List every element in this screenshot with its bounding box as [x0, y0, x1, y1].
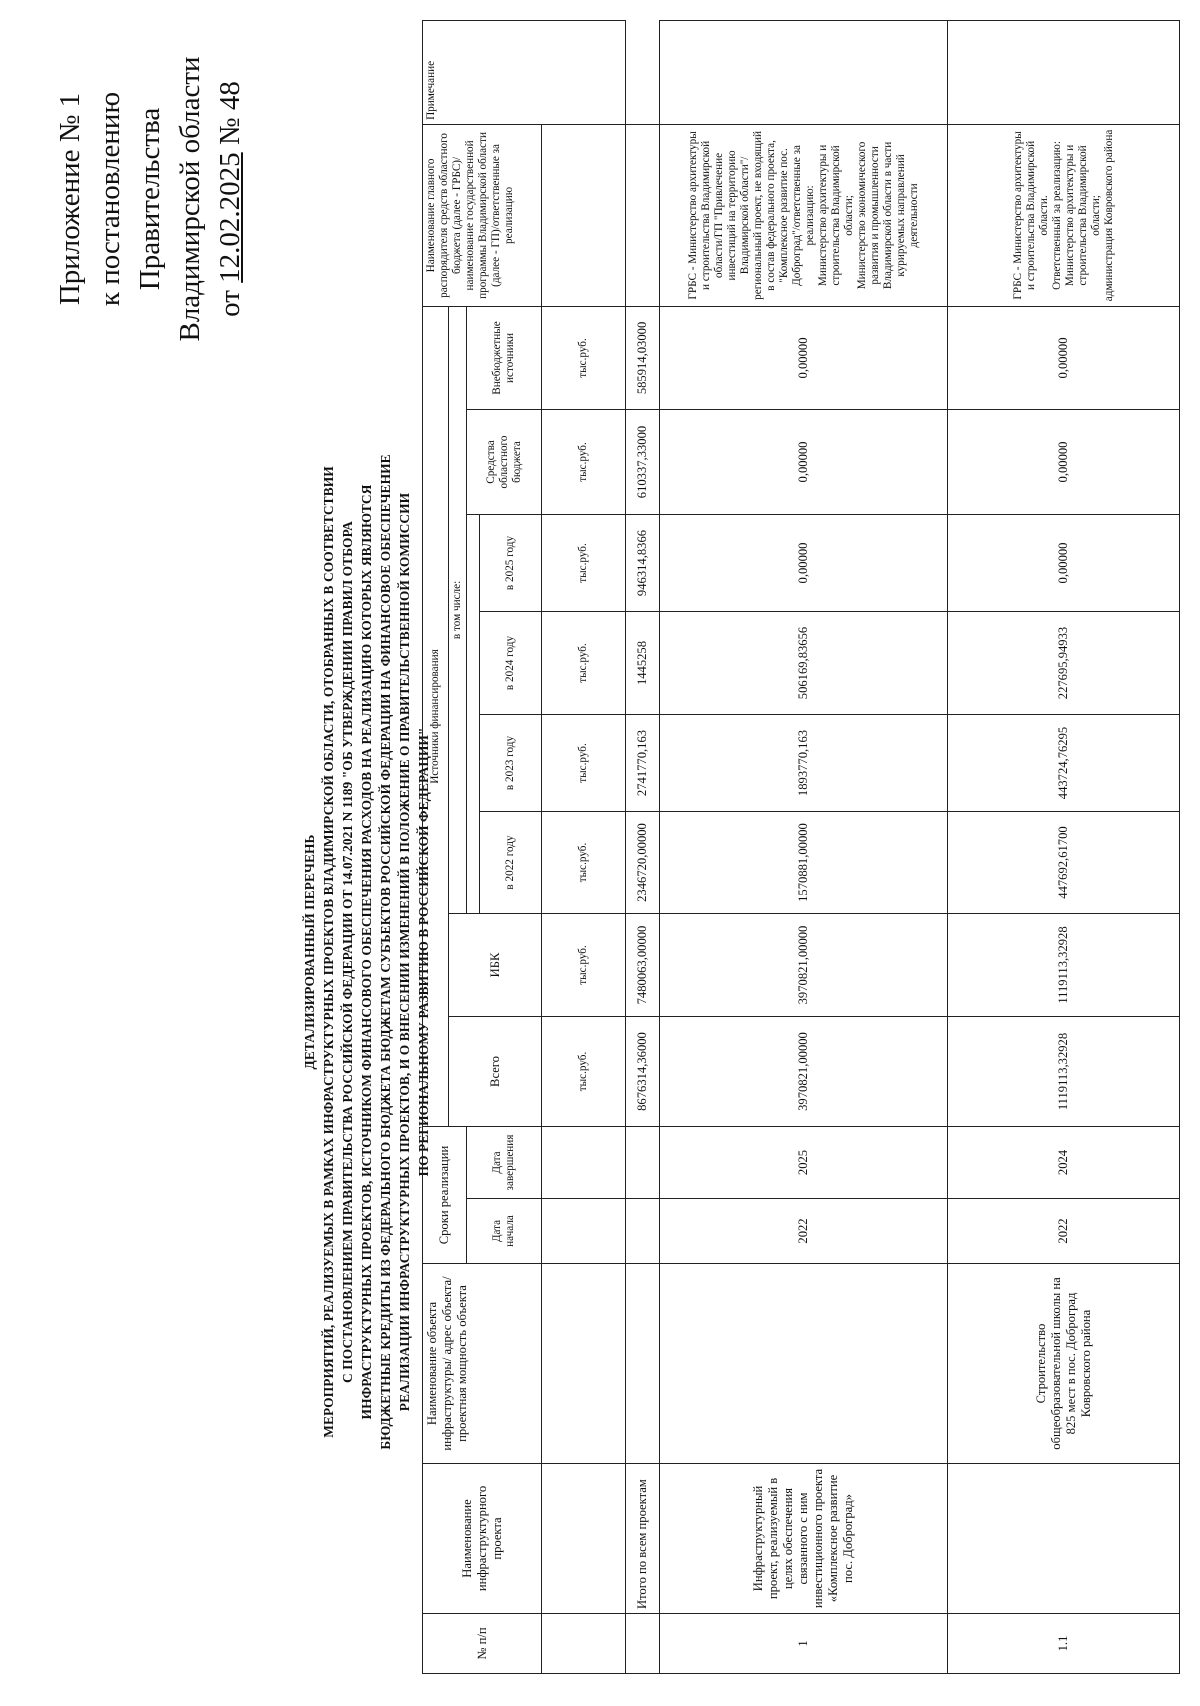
row11-ibk: 1119113,32928 — [948, 914, 1180, 1017]
unit-regional: тыс.руб. — [542, 410, 626, 515]
row1-total: 3970821,00000 — [660, 1017, 948, 1127]
row11-project — [948, 1464, 1180, 1614]
total-num — [626, 1614, 660, 1674]
row11-extra: 0,00000 — [948, 306, 1180, 409]
row11-note — [948, 20, 1180, 124]
row11-end: 2024 — [948, 1127, 1180, 1199]
units-row — [542, 20, 626, 1673]
header-ibk: ИБК — [449, 914, 542, 1017]
header-terms: Сроки реализации — [423, 1127, 467, 1264]
row1-grbs — [660, 124, 948, 306]
unit-2024: тыс.руб. — [542, 612, 626, 715]
row1-2022: 1570881,00000 — [660, 812, 948, 914]
financing-table — [422, 20, 1180, 1674]
header-start: Дата начала — [467, 1199, 542, 1264]
appendix-number-suffix: № 48 — [214, 81, 246, 153]
header-2025: в 2025 году — [480, 515, 542, 612]
header-sources: Источники финансирования — [423, 306, 449, 1126]
project-row-1 — [660, 20, 948, 1673]
row11-total: 1119113,32928 — [948, 1017, 1180, 1127]
title-line: БЮДЖЕТНЫЕ КРЕДИТЫ ИЗ ФЕДЕРАЛЬНОГО БЮДЖЕТА БЮДЖЕТАМ СУБЪЕКТОВ РОССИЙСКОЙ ФЕДЕРАЦИИ НА ФИНАНСОВОЕ ОБЕСПЕЧЕНИЕ — [378, 454, 393, 1450]
unit-extra: тыс.руб. — [542, 306, 626, 409]
row1-project: Инфраструктурный проект, реализуемый в целях обеспечения связанного с ним инвестиционного проекта «Комплексное развитие пос. Доброград» — [660, 1464, 948, 1614]
title-line: С ПОСТАНОВЛЕНИЕМ ПРАВИТЕЛЬСТВА РОССИЙСКОЙ ФЕДЕРАЦИИ ОТ 14.07.2021 N 1189 "ОБ УТВЕРЖДЕНИИ ПРАВИЛ ОТБОРА — [340, 521, 355, 1383]
row11-2024: 227695,94933 — [948, 612, 1180, 715]
total-label: Итого по всем проектам — [626, 1464, 660, 1614]
row11-object: Строительство общеобразовательной школы на 825 мест в пос. Доброград Ковровского района — [948, 1264, 1180, 1464]
header-total: Всего — [449, 1017, 542, 1127]
header-regional: Средства областного бюджета — [467, 410, 542, 515]
appendix-block — [50, 44, 250, 354]
title-line: ИНФРАСТРУКТУРНЫХ ПРОЕКТОВ, ИСТОЧНИКОМ ФИНАНСОВОГО ОБЕСПЕЧЕНИЯ РАСХОДОВ НА РЕАЛИЗАЦИЮ КОТОРЫХ ЯВЛЯЮТСЯ — [359, 484, 374, 1420]
unit-total: тыс.руб. — [542, 1017, 626, 1127]
total-regional: 610337,33000 — [626, 410, 660, 515]
row11-grbs-line: администрация Ковровского района — [1102, 129, 1115, 302]
appendix-date-line — [210, 44, 250, 354]
header-incl: в том числе: — [449, 306, 467, 913]
header-2023: в 2023 году — [480, 715, 542, 812]
header-project: Наименование инфраструктурного проекта — [423, 1464, 542, 1614]
header-years-spacer — [467, 515, 480, 914]
title-line: ДЕТАЛИЗИРОВАННЫЙ ПЕРЕЧЕНЬ — [302, 834, 317, 1070]
units-empty — [542, 1614, 626, 1674]
header-2022: в 2022 году — [480, 812, 542, 914]
appendix-date-prefix: от — [214, 282, 246, 317]
title-line: РЕАЛИЗАЦИИ ИНФРАСТРУКТУРНЫХ ПРОЕКТОВ, И О ВНЕСЕНИИ ИЗМЕНЕНИЙ В ПОЛОЖЕНИЕ О ПРАВИТЕЛЬСТВЕННОЙ КОМИССИИ — [397, 492, 412, 1412]
total-row — [626, 20, 660, 1673]
total-grbs — [626, 124, 660, 306]
row11-2023: 443724,76295 — [948, 715, 1180, 812]
unit-2025: тыс.руб. — [542, 515, 626, 612]
appendix-resolution: к постановлению Правительства — [94, 91, 166, 307]
total-start — [626, 1199, 660, 1264]
row1-ibk: 3970821,00000 — [660, 914, 948, 1017]
row11-start: 2022 — [948, 1199, 1180, 1264]
title-line: МЕРОПРИЯТИЙ, РЕАЛИЗУЕМЫХ В РАМКАХ ИНФРАСТРУКТУРНЫХ ПРОЕКТОВ ВЛАДИМИРСКОЙ ОБЛАСТИ, ОТОБРАННЫХ В СООТВЕТСТВИИ — [321, 466, 336, 1438]
row11-grbs-line: Ответственный за реализацию: Министерство архитектуры и строительства Владимирской области; — [1050, 141, 1102, 290]
total-sum: 8676314,36000 — [626, 1017, 660, 1127]
row11-2022: 447692,61700 — [948, 812, 1180, 914]
unit-2023: тыс.руб. — [542, 715, 626, 812]
unit-ibk: тыс.руб. — [542, 914, 626, 1017]
units-empty — [542, 1264, 626, 1464]
row1-grbs-line: ГРБС - Министерство архитектуры и строительства Владимирской области/ГП "Привлечение инвестиций на территорию Владимирской области"/региональный проект, не входящий в состав федерального проекта, "Комплексное развитие пос. Доброград"/ответственные за реализацию: — [686, 131, 816, 300]
row11-num: 1.1 — [948, 1614, 1180, 1674]
total-2022: 2346720,00000 — [626, 812, 660, 914]
row1-start: 2022 — [660, 1199, 948, 1264]
row1-extra: 0,00000 — [660, 306, 948, 409]
header-grbs: Наименование главного распорядителя средств областного бюджета (далее - ГРБС)/наименование государственной программы Владимирской области (далее - ГП)/ответственные за реализацию — [423, 124, 542, 306]
total-2023: 2741770,163 — [626, 715, 660, 812]
header-num: № п/п — [423, 1614, 542, 1674]
header-2024: в 2024 году — [480, 612, 542, 715]
row1-end: 2025 — [660, 1127, 948, 1199]
row1-num: 1 — [660, 1614, 948, 1674]
row1-2024: 506169,83656 — [660, 612, 948, 715]
appendix-region: Владимирской области — [174, 56, 206, 342]
total-2024: 1445258 — [626, 612, 660, 715]
header-object: Наименование объекта инфраструктуры/ адрес объекта/ проектная мощность объекта — [423, 1264, 542, 1464]
row1-note — [660, 20, 948, 124]
document-title — [300, 384, 433, 1520]
row11-grbs-line: ГРБС - Министерство архитектуры и строительства Владимирской области. — [1011, 131, 1050, 300]
header-extra: Внебюджетные источники — [467, 306, 542, 409]
units-empty — [542, 1127, 626, 1199]
header-end: Дата завершения — [467, 1127, 542, 1199]
title-line: ПО РЕГИОНАЛЬНОМУ РАЗВИТИЮ В РОССИЙСКОЙ ФЕДЕРАЦИИ" — [416, 727, 431, 1177]
row1-grbs-line: Министерство экономического развития и промышленности Владимирской области в части курируемых направлений деятельности — [855, 141, 920, 290]
total-object — [626, 1264, 660, 1464]
row1-object — [660, 1264, 948, 1464]
header-row-1 — [423, 20, 449, 1673]
units-empty — [542, 124, 626, 306]
appendix-date: 12.02.2025 — [214, 152, 246, 283]
appendix-number: Приложение № 1 — [54, 92, 86, 306]
row11-regional: 0,00000 — [948, 410, 1180, 515]
row11-grbs — [948, 124, 1180, 306]
object-row-1-1 — [948, 20, 1180, 1673]
header-note: Примечание — [423, 20, 626, 124]
row1-2025: 0,00000 — [660, 515, 948, 612]
row11-2025: 0,00000 — [948, 515, 1180, 612]
total-2025: 946314,8366 — [626, 515, 660, 612]
units-empty — [542, 1199, 626, 1264]
total-end — [626, 1127, 660, 1199]
row1-grbs-line: Министерство архитектуры и строительства Владимирской области; — [816, 144, 855, 287]
unit-2022: тыс.руб. — [542, 812, 626, 914]
units-empty — [542, 1464, 626, 1614]
row1-2023: 1893770,163 — [660, 715, 948, 812]
row1-regional: 0,00000 — [660, 410, 948, 515]
total-extra: 585914,03000 — [626, 306, 660, 409]
total-ibk: 7480063,00000 — [626, 914, 660, 1017]
